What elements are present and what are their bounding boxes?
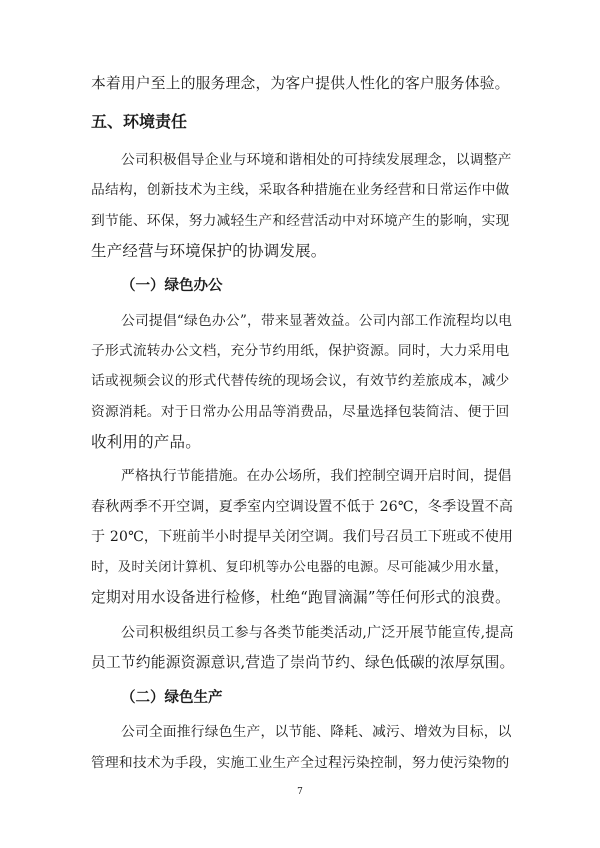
- paragraph-line: 于 20℃，下班前半小时提早关闭空调。我们号召员工下班或不使用: [91, 529, 514, 545]
- paragraph-line: 定期对用水设备进行检修，杜绝“跑冒滴漏”等任何形式的浪费。: [91, 589, 511, 606]
- paragraph-line: 严格执行节能措施。在办公场所，我们控制空调开启时间，提倡: [121, 468, 512, 484]
- paragraph-line: 子形式流转办公文档，充分节约用纸，保护资源。同时，大力采用电: [91, 343, 510, 359]
- paragraph-line: 到节能、环保，努力减轻生产和经营活动中对环境产生的影响，实现: [91, 213, 510, 229]
- paragraph-line: 本着用户至上的服务理念，为客户提供人性化的客户服务体验。: [91, 75, 510, 92]
- paragraph-line: 品结构，创新技术为主线，采取各种措施在业务经营和日常运作中做: [91, 182, 510, 198]
- paragraph-line: 公司全面推行绿色生产，以节能、降耗、减污、增效为目标，以: [121, 724, 512, 740]
- section-heading: 五、环境责任: [91, 112, 188, 131]
- paragraph-line: 收利用的产品。: [91, 433, 201, 451]
- subsection-heading: （一）绿色办公: [121, 278, 223, 294]
- paragraph-line: 管理和技术为手段，实施工业生产全过程污染控制，努力使污染物的: [91, 755, 510, 771]
- paragraph-line: 时，及时关闭计算机、复印机等办公电器的电源。尽可能减少用水量，: [91, 560, 508, 575]
- paragraph-line: 资源消耗。对于日常办公用品等消费品，尽量选择包装简洁、便于回: [91, 404, 510, 420]
- paragraph-line: 春秋两季不开空调，夏季室内空调设置不低于 26℃，冬季设置不高: [91, 499, 514, 515]
- paragraph-line: 员工节约能源资源意识,营造了崇尚节约、绿色低碳的浓厚氛围。: [91, 654, 515, 671]
- paragraph-line: 公司积极倡导企业与环境和谐相处的可持续发展理念，以调整产: [121, 152, 512, 168]
- paragraph-line: 公司积极组织员工参与各类节能类活动,广泛开展节能宣传,提高: [121, 625, 514, 641]
- page-number: 7: [297, 787, 303, 797]
- paragraph-line: 生产经营与环境保护的协调发展。: [91, 242, 327, 260]
- paragraph-line: 公司提倡“绿色办公”，带来显著效益。公司内部工作流程均以电: [121, 313, 513, 329]
- paragraph-line: 话或视频会议的形式代替传统的现场会议，有效节约差旅成本，减少: [91, 373, 510, 389]
- subsection-heading: （二）绿色生产: [121, 690, 223, 706]
